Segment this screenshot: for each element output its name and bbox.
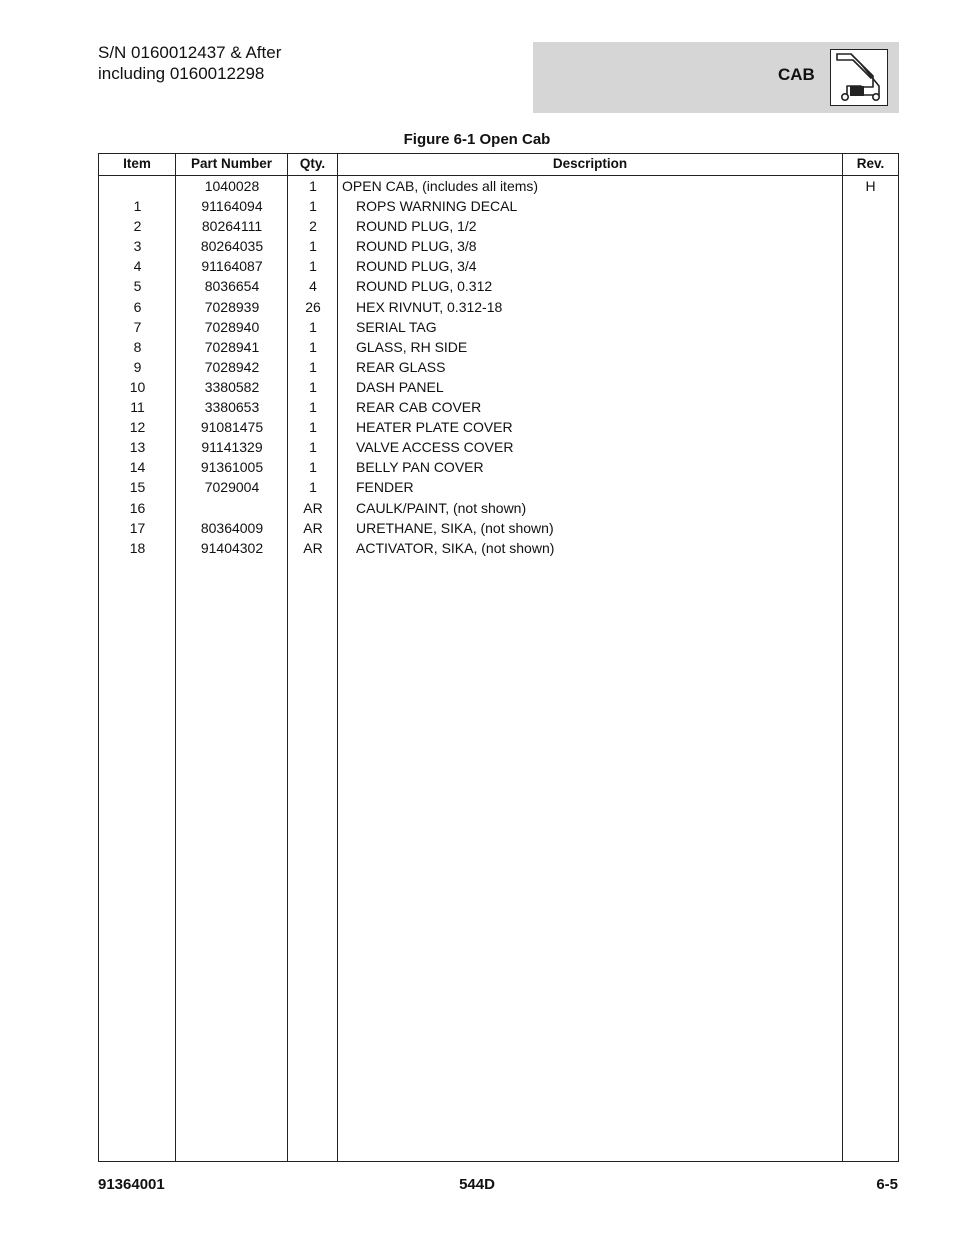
- description-cell: ROUND PLUG, 0.312: [356, 278, 493, 295]
- table-row: [99, 377, 898, 397]
- qty-cell: 1: [309, 479, 317, 496]
- item-cell: 13: [129, 439, 146, 456]
- table-row: [99, 236, 898, 256]
- description-cell: ROUND PLUG, 3/4: [356, 258, 477, 275]
- qty-cell: 1: [309, 198, 317, 215]
- description-cell: ROUND PLUG, 1/2: [356, 218, 477, 235]
- part-number-cell: 3380582: [204, 378, 260, 395]
- qty-cell: 1: [309, 459, 317, 476]
- description-cell: SERIAL TAG: [356, 318, 437, 335]
- qty-cell: 1: [309, 378, 317, 395]
- section-title: CAB: [778, 65, 815, 84]
- item-cell: 7: [133, 318, 142, 335]
- table-row: [99, 498, 898, 518]
- description-cell: BELLY PAN COVER: [356, 459, 484, 476]
- telehandler-cab-icon: [830, 49, 888, 106]
- part-number-cell: 91404302: [200, 539, 264, 556]
- description-cell: DASH PANEL: [356, 378, 444, 395]
- qty-cell: 1: [309, 258, 317, 275]
- description-cell: FENDER: [356, 479, 414, 496]
- description-cell: HEATER PLATE COVER: [356, 419, 513, 436]
- item-cell: 1: [133, 198, 142, 215]
- serial-number-block: [98, 42, 281, 84]
- qty-cell: AR: [303, 539, 323, 556]
- col-header-qty: Qty.: [299, 156, 326, 171]
- part-number-cell: 91081475: [200, 419, 264, 436]
- table-row: [99, 477, 898, 497]
- table-row: [99, 216, 898, 236]
- part-number-cell: 91361005: [200, 459, 264, 476]
- footer-model: 544D: [459, 1176, 495, 1193]
- col-header-description: Description: [552, 156, 628, 171]
- table-row: [99, 457, 898, 477]
- description-cell: ROPS WARNING DECAL: [356, 198, 518, 215]
- table-row: [99, 437, 898, 457]
- part-number-cell: 80264035: [200, 238, 264, 255]
- qty-cell: 2: [309, 218, 317, 235]
- table-row: [99, 297, 898, 317]
- item-cell: 11: [130, 399, 145, 416]
- col-header-rev: Rev.: [856, 156, 885, 171]
- description-cell: REAR GLASS: [356, 358, 446, 375]
- footer-doc-number: 91364001: [98, 1176, 165, 1193]
- qty-cell: 1: [309, 338, 317, 355]
- table-row: [99, 397, 898, 417]
- description-cell: HEX RIVNUT, 0.312-18: [356, 298, 503, 315]
- table-row: [99, 196, 898, 216]
- part-number-cell: 7029004: [204, 479, 260, 496]
- table-row: [99, 256, 898, 276]
- description-cell: CAULK/PAINT, (not shown): [356, 499, 527, 516]
- part-number-cell: 7028941: [204, 338, 260, 355]
- table-row: [99, 518, 898, 538]
- qty-cell: 1: [309, 358, 317, 375]
- description-cell: VALVE ACCESS COVER: [356, 439, 514, 456]
- col-header-part-number: Part Number: [190, 156, 273, 171]
- table-row: [99, 317, 898, 337]
- item-cell: 9: [133, 358, 142, 375]
- item-cell: 18: [129, 539, 146, 556]
- parts-table: [98, 153, 899, 1162]
- qty-cell: AR: [303, 519, 323, 536]
- qty-cell: 1: [309, 419, 317, 436]
- table-row: [99, 176, 898, 196]
- part-number-cell: 91141329: [201, 439, 263, 456]
- item-cell: 3: [133, 238, 142, 255]
- serial-line-2: including 0160012298: [98, 64, 265, 83]
- description-cell: REAR CAB COVER: [356, 399, 482, 416]
- item-cell: 15: [129, 479, 146, 496]
- part-number-cell: 91164094: [201, 198, 263, 215]
- qty-cell: 26: [305, 298, 321, 315]
- part-number-cell: 91164087: [201, 258, 263, 275]
- item-cell: 12: [129, 419, 146, 436]
- part-number-cell: 7028939: [204, 298, 260, 315]
- table-row: [99, 357, 898, 377]
- qty-cell: 4: [309, 278, 317, 295]
- part-number-cell: 8036654: [204, 278, 260, 295]
- qty-cell: 1: [309, 178, 317, 194]
- item-cell: 14: [129, 459, 146, 476]
- part-number-cell: 80364009: [200, 519, 264, 536]
- item-cell: 10: [129, 378, 146, 395]
- description-cell: ACTIVATOR, SIKA, (not shown): [356, 539, 555, 556]
- description-cell: OPEN CAB, (includes all items): [342, 178, 539, 194]
- footer-page-number: 6-5: [876, 1176, 898, 1193]
- part-number-cell: 80264111: [201, 218, 263, 235]
- item-cell: 16: [129, 499, 146, 516]
- table-row: [99, 417, 898, 437]
- figure-title: Figure 6-1 Open Cab: [403, 131, 551, 148]
- item-cell: 2: [133, 218, 142, 235]
- description-cell: GLASS, RH SIDE: [356, 338, 468, 355]
- section-header: [533, 42, 899, 113]
- table-row: [99, 276, 898, 296]
- item-cell: 5: [133, 278, 142, 295]
- description-cell: URETHANE, SIKA, (not shown): [356, 519, 554, 536]
- col-header-item: Item: [123, 156, 151, 171]
- description-cell: ROUND PLUG, 3/8: [356, 238, 477, 255]
- qty-cell: 1: [309, 399, 317, 416]
- table-body: [99, 176, 898, 558]
- qty-cell: 1: [309, 318, 317, 335]
- rev-cell: H: [865, 178, 876, 194]
- item-cell: 17: [129, 519, 146, 536]
- qty-cell: 1: [309, 238, 317, 255]
- part-number-cell: 7028940: [204, 318, 260, 335]
- item-cell: 8: [133, 338, 142, 355]
- table-row: [99, 337, 898, 357]
- qty-cell: AR: [303, 499, 323, 516]
- serial-line-1: S/N 0160012437 & After: [98, 43, 282, 62]
- part-number-cell: 1040028: [204, 178, 260, 194]
- table-row: [99, 538, 898, 558]
- item-cell: 6: [133, 298, 142, 315]
- item-cell: 4: [133, 258, 142, 275]
- qty-cell: 1: [309, 439, 317, 456]
- part-number-cell: 3380653: [204, 399, 260, 416]
- part-number-cell: 7028942: [204, 358, 260, 375]
